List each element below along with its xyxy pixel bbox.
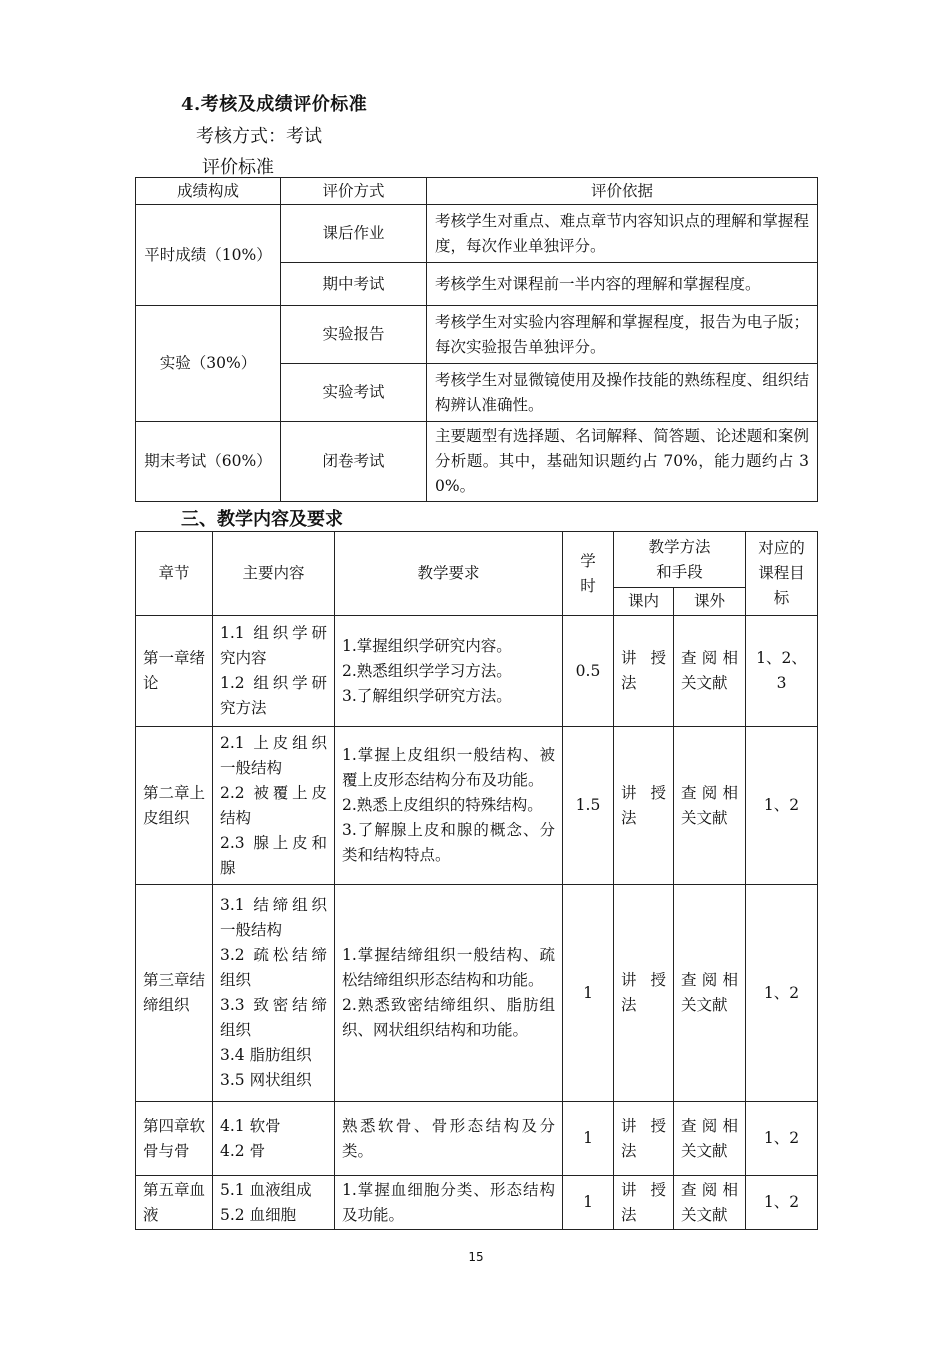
out-class-cell: 查阅相关文献 [674,1102,746,1176]
out-class-cell: 查阅相关文献 [674,616,746,727]
out-class-cell: 查阅相关文献 [674,727,746,885]
section-heading-content: 三、教学内容及要求 [181,509,343,530]
requirement-item: 3.了解组织学研究方法。 [342,686,512,705]
in-class-cell: 讲授法 [614,616,674,727]
page-number: 15 [468,1250,484,1264]
hours-cell: 1 [563,885,614,1102]
header-chapter: 章节 [136,532,213,616]
out-class-cell: 查阅相关文献 [674,885,746,1102]
header-in-class: 课内 [614,588,674,616]
table-row [136,1176,818,1230]
requirement-item: 1.掌握组织学研究内容。 [342,636,512,655]
content-item: 3.1 结缔组织一般结构 [220,896,327,939]
basis-cell: 主要题型有选择题、名词解释、简答题、论述题和案例分析题。其中，基础知识题约占 70%，能力题约占 30%。 [427,422,818,502]
content-item: 5.1 血液组成 [220,1180,312,1199]
content-item: 2.3 腺上皮和腺 [220,833,327,877]
requirement-item: 3.了解腺上皮和腺的概念、分类和结构特点。 [342,821,555,864]
table-row [136,1102,818,1176]
chapter-cell: 第四章软骨与骨 [136,1102,213,1176]
in-class-cell: 讲授法 [614,1102,674,1176]
requirement-cell [335,1176,563,1230]
section-heading-assessment: 4.考核及成绩评价标准 [181,94,368,115]
table-row [136,616,818,727]
goal-cell: 1、2、3 [746,616,818,727]
hours-cell: 0.5 [563,616,614,727]
header-requirement: 教学要求 [335,532,563,616]
assessment-method-line: 考核方式：考试 [196,126,322,147]
hours-cell: 1 [563,1176,614,1230]
content-item: 1.2 组织学研究方法 [220,674,327,717]
header-cell: 评价依据 [427,178,818,205]
goal-cell: 1、2 [746,1102,818,1176]
requirement-item: 2.熟悉致密结缔组织、脂肪组织、网状组织结构和功能。 [342,996,555,1039]
method-cell: 实验报告 [281,306,427,364]
content-item: 2.1 上皮组织一般结构 [220,733,327,777]
requirement-cell [335,1102,563,1176]
hours-cell: 1 [563,1102,614,1176]
requirement-item: 熟悉软骨、骨形态结构及分类。 [342,1116,555,1160]
chapter-cell: 第五章血液 [136,1176,213,1230]
content-item: 5.2 血细胞 [220,1205,297,1224]
content-item: 3.5 网状组织 [220,1071,312,1089]
basis-cell: 考核学生对课程前一半内容的理解和掌握程度。 [427,263,818,306]
requirement-item: 2.熟悉组织学学习方法。 [342,661,512,680]
basis-cell: 考核学生对重点、难点章节内容知识点的理解和掌握程度，每次作业单独评分。 [427,205,818,263]
basis-cell: 考核学生对显微镜使用及操作技能的熟练程度、组织结构辨认准确性。 [427,364,818,422]
table-row [136,727,818,885]
chapter-cell: 第一章绪论 [136,616,213,727]
chapter-cell: 第三章结缔组织 [136,885,213,1102]
content-cell [213,727,335,885]
goal-cell: 1、2 [746,1176,818,1230]
goal-cell: 1、2 [746,885,818,1102]
in-class-cell: 讲授法 [614,727,674,885]
hours-cell: 1.5 [563,727,614,885]
header-goal: 对应的课程目标 [746,532,818,616]
out-class-cell: 查阅相关文献 [674,1176,746,1230]
content-item: 4.1 软骨 [220,1116,281,1135]
requirement-item: 1.掌握血细胞分类、形态结构及功能。 [342,1180,555,1224]
goal-cell: 1、2 [746,727,818,885]
method-cell: 期中考试 [281,263,427,306]
content-item: 3.3 致密结缔组织 [220,996,327,1039]
content-cell [213,1176,335,1230]
header-cell: 评价方式 [281,178,427,205]
method-cell: 闭卷考试 [281,422,427,502]
table-row [136,885,818,1102]
content-cell [213,1102,335,1176]
requirement-item: 1.掌握结缔组织一般结构、疏松结缔组织形态结构和功能。 [342,946,555,989]
component-cell: 期末考试（60%） [136,422,281,502]
evaluation-table [135,177,818,502]
requirement-item: 2.熟悉上皮组织的特殊结构。 [342,796,543,814]
in-class-cell: 讲授法 [614,1176,674,1230]
basis-cell: 考核学生对实验内容理解和掌握程度，报告为电子版；每次实验报告单独评分。 [427,306,818,364]
content-item: 1.1 组织学研究内容 [220,624,327,667]
content-item: 3.2 疏松结缔组织 [220,946,327,989]
component-cell: 实验（30%） [136,306,281,422]
content-cell [213,885,335,1102]
header-method: 教学方法和手段 [614,532,746,588]
in-class-cell: 讲授法 [614,885,674,1102]
method-cell: 课后作业 [281,205,427,263]
requirement-cell [335,616,563,727]
content-item: 4.2 骨 [220,1141,266,1160]
content-cell [213,616,335,727]
header-content: 主要内容 [213,532,335,616]
content-item: 2.2 被覆上皮结构 [220,783,327,827]
component-cell: 平时成绩（10%） [136,205,281,306]
content-item: 3.4 脂肪组织 [220,1046,312,1064]
requirement-cell [335,885,563,1102]
method-cell: 实验考试 [281,364,427,422]
header-hours: 学时 [563,532,614,616]
requirement-cell [335,727,563,885]
header-out-class: 课外 [674,588,746,616]
evaluation-standard-line: 评价标准 [202,157,274,178]
content-table [135,531,818,1230]
header-cell: 成绩构成 [136,178,281,205]
requirement-item: 1.掌握上皮组织一般结构、被覆上皮形态结构分布及功能。 [342,746,555,789]
chapter-cell: 第二章上皮组织 [136,727,213,885]
